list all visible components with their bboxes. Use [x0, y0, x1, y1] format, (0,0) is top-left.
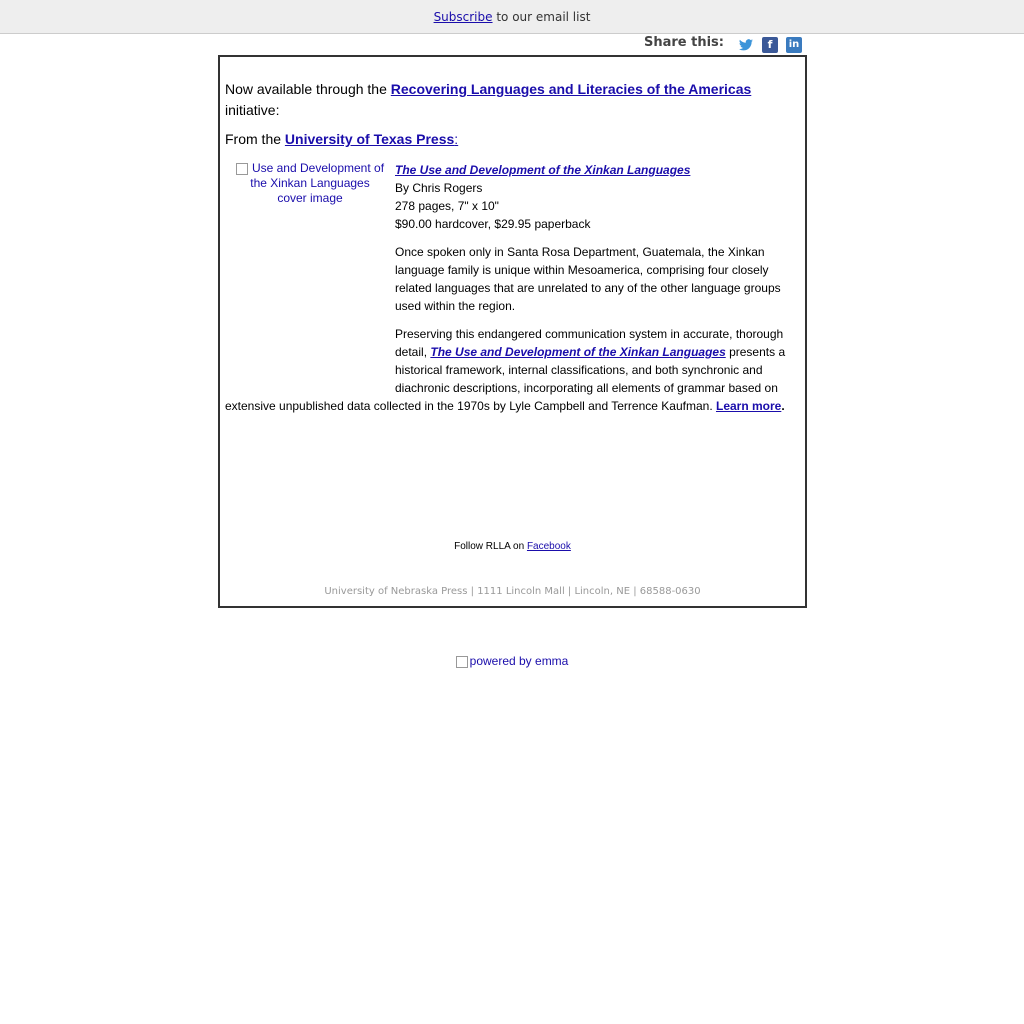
book-cover-image[interactable]	[235, 161, 385, 206]
follow-prefix: Follow RLLA on	[454, 541, 527, 552]
powered-by-emma-image[interactable]	[0, 654, 1024, 668]
ut-press-colon[interactable]: :	[454, 131, 459, 147]
cover-alt-text: Use and Development of the Xinkan Languages cover image	[250, 161, 385, 205]
press-line	[225, 131, 458, 147]
linkedin-icon[interactable]: in	[786, 37, 802, 53]
facebook-icon[interactable]: f	[762, 37, 778, 53]
desc2-mid: presents a historical framework, internal classifications, and both synchronic and diachronic descriptions, incorporating all elements of grammar based on	[395, 345, 786, 395]
facebook-link[interactable]: Facebook	[526, 541, 571, 552]
book-details	[395, 161, 795, 397]
intro-prefix: Now available through the	[225, 81, 391, 97]
book-price: $90.00 hardcover, $29.95 paperback	[395, 217, 591, 231]
subscribe-bar	[0, 0, 1024, 34]
broken-image-icon	[236, 163, 248, 175]
book-title-link[interactable]: The Use and Development of the Xinkan Languages	[395, 163, 691, 177]
desc2-period: .	[781, 399, 785, 413]
desc2-start: Preserving this endangered communication system in accurate, thorough detail,	[395, 327, 784, 359]
intro-suffix: initiative:	[225, 102, 280, 118]
footer-address: University of Nebraska Press | 1111 Lincoln Mall | Lincoln, NE | 68588-0630	[324, 586, 701, 597]
twitter-icon[interactable]	[738, 37, 754, 53]
book-description-end	[225, 397, 800, 415]
book-title-inline-link[interactable]: The Use and Development of the Xinkan Languages	[430, 345, 726, 359]
follow-line	[220, 541, 805, 552]
share-bar	[0, 34, 806, 54]
desc2-end: extensive unpublished data collected in the 1970s by Lyle Campbell and Terrence Kaufman.	[225, 399, 716, 413]
book-pages: 278 pages, 7" x 10"	[395, 199, 499, 213]
book-description-2	[395, 325, 795, 397]
book-author: By Chris Rogers	[395, 181, 483, 195]
share-label: Share this:	[643, 35, 724, 50]
subscribe-link[interactable]: Subscribe	[433, 10, 493, 24]
learn-more-link[interactable]: Learn more	[715, 399, 782, 413]
press-prefix: From the	[225, 131, 285, 147]
book-description-1: Once spoken only in Santa Rosa Department, Guatemala, the Xinkan language family is unique within Mesoamerica, comprising four closely related languages that are unrelated to any of the other language groups used within the region.	[395, 245, 781, 313]
subscribe-text: to our email list	[492, 10, 591, 24]
ut-press-link[interactable]: University of Texas Press	[284, 131, 455, 147]
newsletter-content	[218, 55, 807, 608]
broken-image-icon-2	[456, 656, 468, 668]
powered-alt-text: powered by emma	[469, 654, 569, 668]
rlla-link[interactable]: Recovering Languages and Literacies of the Americas	[390, 81, 752, 97]
intro-text	[225, 79, 795, 121]
